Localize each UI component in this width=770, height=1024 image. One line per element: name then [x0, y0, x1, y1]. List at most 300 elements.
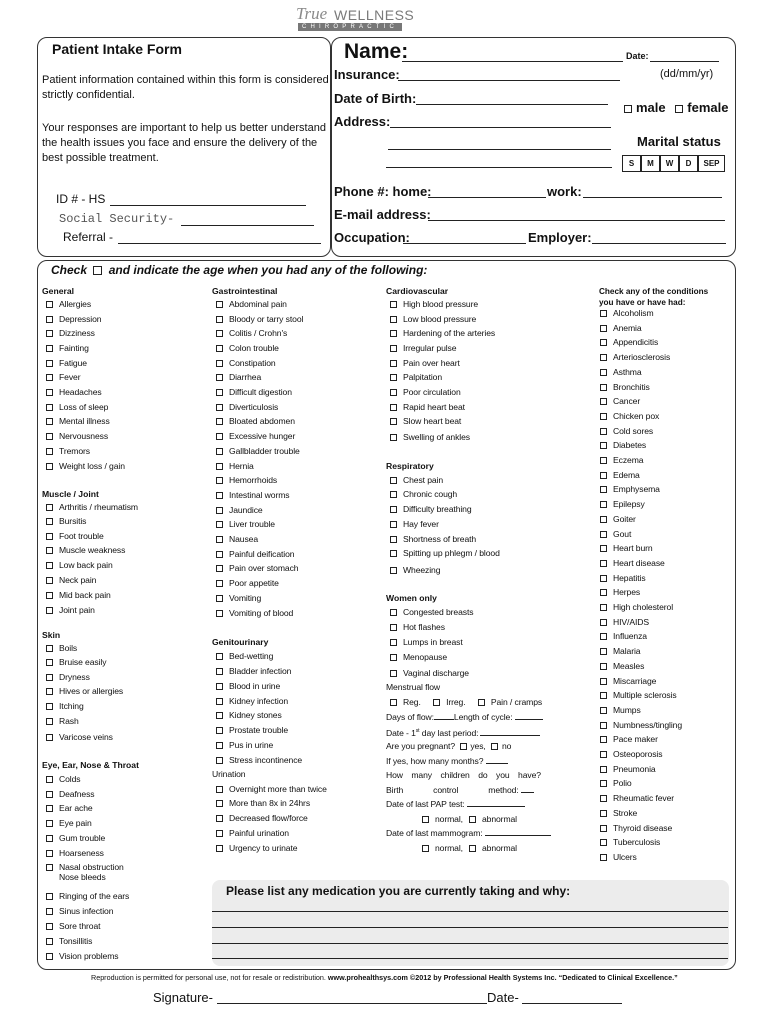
list-item[interactable]: Hernia — [216, 461, 254, 472]
checkbox[interactable] — [46, 703, 53, 710]
checkbox[interactable] — [216, 815, 223, 822]
list-item[interactable]: Poor circulation — [390, 387, 461, 398]
checkbox[interactable] — [46, 791, 53, 798]
checkbox[interactable] — [46, 433, 53, 440]
checkbox[interactable] — [600, 766, 607, 773]
list-item[interactable]: Fatigue — [46, 358, 87, 369]
list-item[interactable]: Lumps in breast — [390, 637, 463, 648]
list-item[interactable]: Mid back pain — [46, 590, 111, 601]
id-field[interactable] — [110, 205, 306, 206]
phone-home-field[interactable] — [428, 197, 546, 198]
list-item[interactable]: Hay fever — [390, 519, 439, 530]
checkbox[interactable] — [46, 463, 53, 470]
checkbox[interactable] — [600, 619, 607, 626]
checkbox[interactable] — [390, 316, 397, 323]
list-item[interactable]: Epilepsy — [600, 499, 645, 510]
checkbox[interactable] — [600, 501, 607, 508]
list-item[interactable]: Nervousness — [46, 431, 108, 442]
checkbox[interactable] — [46, 674, 53, 681]
list-item[interactable]: Heart disease — [600, 558, 665, 569]
checkbox[interactable] — [600, 692, 607, 699]
list-item[interactable]: Ear ache — [46, 803, 93, 814]
list-item[interactable]: Tuberculosis — [600, 837, 660, 848]
checkbox[interactable] — [46, 547, 53, 554]
date-field[interactable] — [650, 61, 719, 62]
checkbox[interactable] — [390, 567, 397, 574]
list-item[interactable]: Difficulty breathing — [390, 504, 472, 515]
checkbox[interactable] — [46, 923, 53, 930]
list-item[interactable]: Blood in urine — [216, 681, 280, 692]
list-item[interactable]: Anemia — [600, 323, 642, 334]
checkbox[interactable] — [600, 589, 607, 596]
checkbox[interactable] — [390, 521, 397, 528]
list-item[interactable]: Arteriosclerosis — [600, 352, 670, 363]
list-item[interactable]: Chicken pox — [600, 411, 659, 422]
list-item[interactable]: Nasal obstruction — [46, 862, 124, 873]
list-item[interactable]: Mumps — [600, 705, 641, 716]
list-item[interactable]: Sore throat — [46, 921, 100, 932]
pregnant-yes-checkbox[interactable] — [460, 743, 467, 750]
checkbox[interactable] — [600, 736, 607, 743]
checkbox[interactable] — [216, 845, 223, 852]
list-item[interactable]: Fever — [46, 372, 80, 383]
list-item[interactable]: Headaches — [46, 387, 102, 398]
medication-line-3[interactable] — [212, 943, 728, 944]
list-item[interactable]: Emphysema — [600, 484, 660, 495]
list-item[interactable]: Spitting up phlegm / blood — [390, 548, 500, 559]
checkbox[interactable] — [216, 595, 223, 602]
irreg-checkbox[interactable] — [433, 699, 440, 706]
list-item[interactable]: Heart burn — [600, 543, 653, 554]
list-item[interactable]: Poor appetite — [216, 578, 279, 589]
list-item[interactable]: Muscle weakness — [46, 545, 125, 556]
list-item[interactable]: Hardening of the arteries — [390, 328, 495, 339]
checkbox[interactable] — [216, 698, 223, 705]
list-item[interactable]: Goiter — [600, 514, 636, 525]
checkbox[interactable] — [600, 722, 607, 729]
checkbox[interactable] — [600, 310, 607, 317]
list-item[interactable]: Pus in urine — [216, 740, 273, 751]
checkbox[interactable] — [216, 830, 223, 837]
list-item[interactable]: Depression — [46, 314, 101, 325]
checkbox[interactable] — [216, 360, 223, 367]
checkbox[interactable] — [216, 536, 223, 543]
checkbox[interactable] — [390, 550, 397, 557]
list-item[interactable]: Bronchitis — [600, 382, 650, 393]
list-item[interactable]: Multiple sclerosis — [600, 690, 677, 701]
checkbox[interactable] — [216, 610, 223, 617]
occupation-field[interactable] — [403, 243, 526, 244]
checkbox[interactable] — [46, 389, 53, 396]
list-item[interactable]: Appendicitis — [600, 337, 658, 348]
checkbox[interactable] — [600, 795, 607, 802]
checkbox[interactable] — [600, 707, 607, 714]
pap-abnormal-checkbox[interactable] — [469, 816, 476, 823]
checkbox[interactable] — [600, 531, 607, 538]
list-item[interactable]: Edema — [600, 470, 640, 481]
pain-checkbox[interactable] — [478, 699, 485, 706]
list-item[interactable]: Pain over heart — [390, 358, 460, 369]
checkbox[interactable] — [46, 659, 53, 666]
list-item[interactable]: Eczema — [600, 455, 643, 466]
list-item[interactable]: Irregular pulse — [390, 343, 456, 354]
checkbox[interactable] — [600, 486, 607, 493]
checkbox[interactable] — [600, 457, 607, 464]
list-item[interactable]: Shortness of breath — [390, 534, 476, 545]
list-item[interactable]: Cancer — [600, 396, 640, 407]
list-item[interactable]: Allergies — [46, 299, 91, 310]
list-item[interactable]: Bed-wetting — [216, 651, 273, 662]
checkbox[interactable] — [216, 463, 223, 470]
list-item[interactable]: Kidney infection — [216, 696, 288, 707]
list-item[interactable]: Deafness — [46, 789, 95, 800]
checkbox[interactable] — [46, 893, 53, 900]
checkbox[interactable] — [390, 491, 397, 498]
checkbox[interactable] — [216, 683, 223, 690]
pap-normal-checkbox[interactable] — [422, 816, 429, 823]
list-item[interactable]: Wheezing — [390, 565, 440, 576]
list-item[interactable]: Low blood pressure — [390, 314, 476, 325]
checkbox[interactable] — [46, 301, 53, 308]
checkbox[interactable] — [390, 301, 397, 308]
list-item[interactable]: Swelling of ankles — [390, 432, 470, 443]
checkbox[interactable] — [390, 434, 397, 441]
list-item[interactable]: Hoarseness — [46, 848, 104, 859]
list-item[interactable]: Foot trouble — [46, 531, 104, 542]
marital-option-w[interactable]: W — [660, 155, 679, 172]
list-item[interactable]: Bruise easily — [46, 657, 106, 668]
list-item[interactable]: Eye pain — [46, 818, 92, 829]
list-item[interactable]: Stroke — [600, 808, 637, 819]
checkbox[interactable] — [216, 374, 223, 381]
marital-option-d[interactable]: D — [679, 155, 698, 172]
ssn-field[interactable] — [181, 225, 314, 226]
checkbox[interactable] — [390, 389, 397, 396]
list-item[interactable]: High cholesterol — [600, 602, 673, 613]
list-item[interactable]: Loss of sleep — [46, 402, 108, 413]
signature-field[interactable] — [217, 1003, 487, 1004]
checkbox[interactable] — [216, 786, 223, 793]
checkbox[interactable] — [46, 345, 53, 352]
checkbox[interactable] — [216, 492, 223, 499]
list-item[interactable]: Vaginal discharge — [390, 668, 469, 679]
checkbox[interactable] — [46, 518, 53, 525]
mammo-normal-checkbox[interactable] — [422, 845, 429, 852]
checkbox[interactable] — [600, 854, 607, 861]
signature-date-field[interactable] — [522, 1003, 622, 1004]
checkbox[interactable] — [216, 580, 223, 587]
list-item[interactable]: Slow heart beat — [390, 416, 461, 427]
checkbox[interactable] — [600, 545, 607, 552]
checkbox[interactable] — [600, 648, 607, 655]
checkbox[interactable] — [600, 428, 607, 435]
list-item[interactable]: Diarrhea — [216, 372, 261, 383]
list-item[interactable]: Chest pain — [390, 475, 443, 486]
checkbox[interactable] — [600, 516, 607, 523]
checkbox[interactable] — [216, 448, 223, 455]
checkbox[interactable] — [216, 712, 223, 719]
checkbox[interactable] — [390, 654, 397, 661]
checkbox[interactable] — [216, 565, 223, 572]
checkbox[interactable] — [390, 374, 397, 381]
checkbox[interactable] — [216, 418, 223, 425]
checkbox[interactable] — [46, 908, 53, 915]
list-item[interactable]: Ringing of the ears — [46, 891, 129, 902]
checkbox[interactable] — [600, 325, 607, 332]
checkbox[interactable] — [216, 742, 223, 749]
list-item[interactable]: Joint pain — [46, 605, 95, 616]
list-item[interactable]: Herpes — [600, 587, 640, 598]
list-item[interactable]: HIV/AIDS — [600, 617, 649, 628]
checkbox[interactable] — [46, 805, 53, 812]
list-item[interactable]: Overnight more than twice — [216, 784, 327, 795]
male-checkbox[interactable] — [624, 105, 632, 113]
checkbox[interactable] — [216, 301, 223, 308]
mammo-abnormal-checkbox[interactable] — [469, 845, 476, 852]
list-item[interactable]: Pain over stomach — [216, 563, 298, 574]
checkbox[interactable] — [600, 678, 607, 685]
checkbox[interactable] — [390, 404, 397, 411]
checkbox[interactable] — [46, 850, 53, 857]
list-item[interactable]: Hot flashes — [390, 622, 445, 633]
checkbox[interactable] — [600, 751, 607, 758]
checkbox[interactable] — [46, 645, 53, 652]
list-item[interactable]: Palpitation — [390, 372, 442, 383]
checkbox[interactable] — [46, 374, 53, 381]
list-item[interactable]: Constipation — [216, 358, 276, 369]
list-item[interactable]: Ulcers — [600, 852, 637, 863]
checkbox[interactable] — [46, 864, 53, 871]
checkbox[interactable] — [216, 404, 223, 411]
checkbox[interactable] — [600, 413, 607, 420]
list-item[interactable]: Tremors — [46, 446, 90, 457]
list-item[interactable]: Thyroid disease — [600, 823, 672, 834]
list-item[interactable]: Bloated abdomen — [216, 416, 295, 427]
checkbox[interactable] — [46, 820, 53, 827]
list-item[interactable]: Excessive hunger — [216, 431, 295, 442]
list-item[interactable]: Painful deification — [216, 549, 294, 560]
checkbox[interactable] — [600, 384, 607, 391]
checkbox[interactable] — [216, 433, 223, 440]
checkbox[interactable] — [46, 533, 53, 540]
list-item[interactable]: Sinus infection — [46, 906, 113, 917]
list-item[interactable]: Cold sores — [600, 426, 653, 437]
checkbox[interactable] — [390, 360, 397, 367]
checkbox[interactable] — [600, 560, 607, 567]
list-item[interactable]: Abdominal pain — [216, 299, 287, 310]
list-item[interactable]: Pneumonia — [600, 764, 656, 775]
list-item[interactable]: Mental illness — [46, 416, 110, 427]
checkbox[interactable] — [216, 345, 223, 352]
list-item[interactable]: Difficult digestion — [216, 387, 292, 398]
list-item[interactable]: Menopause — [390, 652, 447, 663]
list-item[interactable]: Congested breasts — [390, 607, 473, 618]
email-field[interactable] — [428, 220, 725, 221]
list-item[interactable]: Rheumatic fever — [600, 793, 674, 804]
list-item[interactable]: Hemorrhoids — [216, 475, 277, 486]
checkbox[interactable] — [46, 316, 53, 323]
referral-field[interactable] — [118, 243, 321, 244]
checkbox[interactable] — [216, 727, 223, 734]
medication-line-4[interactable] — [212, 958, 728, 959]
list-item[interactable]: Fainting — [46, 343, 89, 354]
list-item[interactable]: Diabetes — [600, 440, 646, 451]
marital-option-sep[interactable]: SEP — [698, 155, 725, 172]
checkbox[interactable] — [216, 800, 223, 807]
list-item[interactable]: Tonsillitis — [46, 936, 92, 947]
medication-line-1[interactable] — [212, 911, 728, 912]
insurance-field[interactable] — [398, 80, 620, 81]
list-item[interactable]: Rash — [46, 716, 79, 727]
list-item[interactable]: More than 8x in 24hrs — [216, 798, 310, 809]
checkbox[interactable] — [390, 536, 397, 543]
medication-line-2[interactable] — [212, 927, 728, 928]
list-item[interactable]: Asthma — [600, 367, 642, 378]
list-item[interactable]: Itching — [46, 701, 84, 712]
checkbox[interactable] — [46, 718, 53, 725]
checkbox[interactable] — [216, 507, 223, 514]
checkbox[interactable] — [46, 688, 53, 695]
checkbox[interactable] — [600, 839, 607, 846]
list-item[interactable]: Nausea — [216, 534, 258, 545]
list-item[interactable]: Colds — [46, 774, 80, 785]
list-item[interactable]: Prostate trouble — [216, 725, 288, 736]
checkbox[interactable] — [46, 607, 53, 614]
checkbox[interactable] — [600, 604, 607, 611]
list-item[interactable]: Dryness — [46, 672, 90, 683]
list-item[interactable]: Hepatitis — [600, 573, 646, 584]
checkbox[interactable] — [390, 477, 397, 484]
list-item[interactable]: Arthritis / rheumatism — [46, 502, 138, 513]
name-field[interactable] — [402, 61, 623, 62]
female-checkbox[interactable] — [675, 105, 683, 113]
checkbox[interactable] — [390, 330, 397, 337]
checkbox[interactable] — [46, 953, 53, 960]
checkbox[interactable] — [46, 592, 53, 599]
list-item[interactable]: Alcoholism — [600, 308, 654, 319]
checkbox[interactable] — [216, 668, 223, 675]
checkbox[interactable] — [600, 810, 607, 817]
reg-checkbox[interactable] — [390, 699, 397, 706]
list-item[interactable]: Rapid heart beat — [390, 402, 465, 413]
checkbox[interactable] — [216, 389, 223, 396]
address-line-1[interactable] — [390, 127, 611, 128]
checkbox[interactable] — [46, 504, 53, 511]
list-item[interactable]: Jaundice — [216, 505, 263, 516]
list-item[interactable]: Bursitis — [46, 516, 86, 527]
pregnant-no-checkbox[interactable] — [491, 743, 498, 750]
checkbox[interactable] — [46, 938, 53, 945]
phone-work-field[interactable] — [583, 197, 722, 198]
list-item[interactable]: Vision problems — [46, 951, 118, 962]
list-item[interactable]: Painful urination — [216, 828, 289, 839]
checkbox[interactable] — [216, 653, 223, 660]
list-item[interactable]: Colitis / Crohn's — [216, 328, 287, 339]
list-item[interactable]: Polio — [600, 778, 632, 789]
checkbox[interactable] — [46, 448, 53, 455]
list-item[interactable]: Vomiting of blood — [216, 608, 293, 619]
checkbox[interactable] — [600, 663, 607, 670]
list-item[interactable]: Boils — [46, 643, 77, 654]
list-item[interactable]: Low back pain — [46, 560, 113, 571]
marital-option-m[interactable]: M — [641, 155, 660, 172]
checkbox[interactable] — [600, 369, 607, 376]
checkbox[interactable] — [46, 330, 53, 337]
checkbox[interactable] — [390, 345, 397, 352]
checkbox[interactable] — [46, 418, 53, 425]
checkbox[interactable] — [390, 624, 397, 631]
list-item[interactable]: Chronic cough — [390, 489, 457, 500]
list-item[interactable]: Intestinal worms — [216, 490, 290, 501]
list-item[interactable]: Hives or allergies — [46, 686, 123, 697]
checkbox[interactable] — [600, 825, 607, 832]
list-item[interactable]: High blood pressure — [390, 299, 478, 310]
list-item[interactable]: Malaria — [600, 646, 640, 657]
checkbox[interactable] — [390, 609, 397, 616]
list-item[interactable]: Weight loss / gain — [46, 461, 125, 472]
list-item[interactable]: Liver trouble — [216, 519, 275, 530]
list-item[interactable]: Miscarriage — [600, 676, 656, 687]
checkbox[interactable] — [46, 835, 53, 842]
list-item[interactable]: Decreased flow/force — [216, 813, 308, 824]
list-item[interactable]: Bladder infection — [216, 666, 291, 677]
list-item[interactable]: Influenza — [600, 631, 647, 642]
checkbox[interactable] — [46, 360, 53, 367]
checkbox[interactable] — [390, 639, 397, 646]
list-item[interactable]: Neck pain — [46, 575, 96, 586]
checkbox[interactable] — [600, 472, 607, 479]
dob-field[interactable] — [416, 104, 608, 105]
checkbox[interactable] — [216, 551, 223, 558]
checkbox[interactable] — [600, 633, 607, 640]
checkbox[interactable] — [600, 575, 607, 582]
checkbox[interactable] — [216, 521, 223, 528]
list-item[interactable]: Numbness/tingling — [600, 720, 682, 731]
list-item[interactable]: Gout — [600, 529, 631, 540]
list-item[interactable]: Vomiting — [216, 593, 261, 604]
checkbox[interactable] — [600, 339, 607, 346]
list-item[interactable]: Osteoporosis — [600, 749, 662, 760]
checkbox[interactable] — [600, 442, 607, 449]
list-item[interactable]: Gum trouble — [46, 833, 105, 844]
list-item[interactable]: Bloody or tarry stool — [216, 314, 303, 325]
list-item[interactable]: Urgency to urinate — [216, 843, 297, 854]
list-item[interactable]: Gallbladder trouble — [216, 446, 300, 457]
checkbox[interactable] — [390, 506, 397, 513]
checkbox[interactable] — [216, 330, 223, 337]
list-item[interactable]: Stress incontinence — [216, 755, 302, 766]
employer-field[interactable] — [592, 243, 726, 244]
checkbox[interactable] — [600, 398, 607, 405]
list-item[interactable]: Varicose veins — [46, 732, 113, 743]
checkbox[interactable] — [46, 404, 53, 411]
list-item[interactable]: Diverticulosis — [216, 402, 278, 413]
checkbox[interactable] — [46, 562, 53, 569]
checkbox[interactable] — [46, 577, 53, 584]
list-item[interactable]: Kidney stones — [216, 710, 282, 721]
checkbox[interactable] — [216, 316, 223, 323]
address-line-2[interactable] — [388, 149, 611, 150]
checkbox[interactable] — [390, 670, 397, 677]
checkbox[interactable] — [600, 780, 607, 787]
checkbox[interactable] — [216, 757, 223, 764]
marital-option-s[interactable]: S — [622, 155, 641, 172]
list-item[interactable]: Dizziness — [46, 328, 95, 339]
checkbox[interactable] — [216, 477, 223, 484]
checkbox[interactable] — [46, 776, 53, 783]
list-item[interactable]: Colon trouble — [216, 343, 279, 354]
checkbox[interactable] — [46, 734, 53, 741]
